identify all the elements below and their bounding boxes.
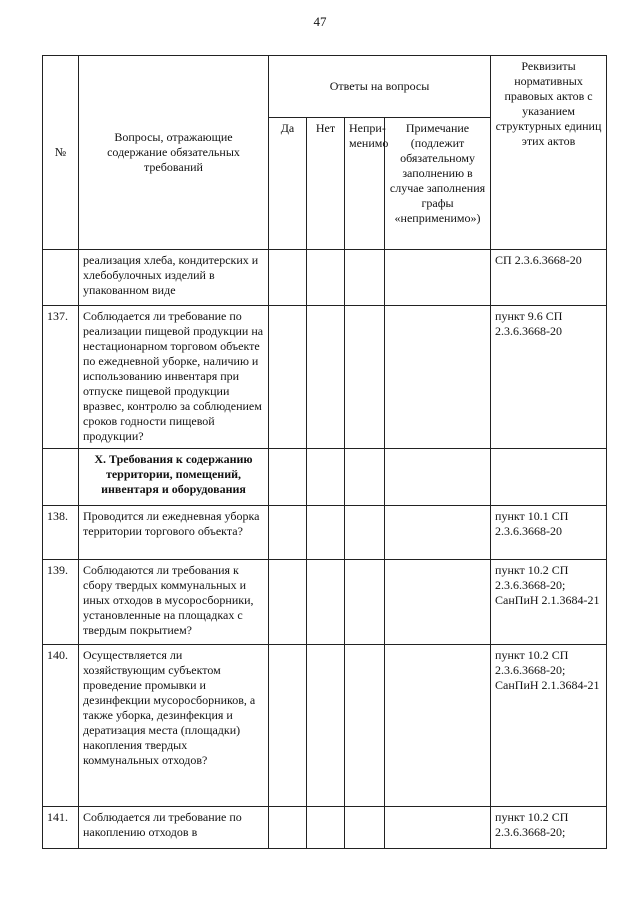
note-cell[interactable] bbox=[385, 306, 491, 449]
table-row bbox=[43, 560, 607, 645]
row-number: 139. bbox=[43, 560, 79, 645]
row-refs: пункт 10.1 СП 2.3.6.3668-20 bbox=[491, 506, 607, 560]
answer-no-cell[interactable] bbox=[307, 506, 345, 560]
answer-yes-cell[interactable] bbox=[269, 645, 307, 807]
row-question: Осуществляется ли хозяйствующим субъектом проведение промывки и дезинфекции мусоросборников, а также уборка, дезинфекция и дератизация места (площадки) накопления твердых коммунальных отходов? bbox=[79, 645, 269, 807]
row-refs: пункт 9.6 СП 2.3.6.3668-20 bbox=[491, 306, 607, 449]
header-row-top bbox=[43, 56, 607, 118]
section-row bbox=[43, 449, 607, 506]
row-question: Соблюдается ли требование по реализации пищевой продукции на нестационарном торговом объекте по ежедневной уборке, наличию и использованию инвентаря при отпуске пищевой продукции вразвес, контролю за соблюдением сроков годности пищевой продукции? bbox=[79, 306, 269, 449]
answer-no-cell[interactable] bbox=[307, 645, 345, 807]
answer-na-cell[interactable] bbox=[345, 449, 385, 506]
header-answers: Ответы на вопросы bbox=[269, 56, 491, 118]
header-not-applicable: Непри-менимо bbox=[345, 118, 385, 250]
row-question: Соблюдаются ли требования к сбору твердых коммунальных и иных отходов в мусоросборники, установленные на площадках с твердым покрытием? bbox=[79, 560, 269, 645]
table-row bbox=[43, 645, 607, 807]
answer-yes-cell[interactable] bbox=[269, 807, 307, 849]
header-refs: Реквизиты нормативных правовых актов с указанием структурных единиц этих актов bbox=[491, 56, 607, 250]
table-row bbox=[43, 250, 607, 306]
header-number: № bbox=[43, 56, 79, 250]
note-cell[interactable] bbox=[385, 807, 491, 849]
table-row bbox=[43, 807, 607, 849]
answer-na-cell[interactable] bbox=[345, 645, 385, 807]
answer-no-cell[interactable] bbox=[307, 560, 345, 645]
row-question: Проводится ли ежедневная уборка территории торгового объекта? bbox=[79, 506, 269, 560]
checklist-table bbox=[42, 55, 607, 849]
note-cell[interactable] bbox=[385, 560, 491, 645]
row-number: 141. bbox=[43, 807, 79, 849]
answer-no-cell[interactable] bbox=[307, 449, 345, 506]
note-cell[interactable] bbox=[385, 250, 491, 306]
page-number: 47 bbox=[313, 14, 327, 29]
row-refs: пункт 10.2 СП 2.3.6.3668-20; СанПиН 2.1.3684-21 bbox=[491, 560, 607, 645]
note-cell[interactable] bbox=[385, 449, 491, 506]
answer-na-cell[interactable] bbox=[345, 807, 385, 849]
note-cell[interactable] bbox=[385, 645, 491, 807]
answer-na-cell[interactable] bbox=[345, 306, 385, 449]
row-refs: СП 2.3.6.3668-20 bbox=[491, 250, 607, 306]
header-yes: Да bbox=[269, 118, 307, 250]
row-refs: пункт 10.2 СП 2.3.6.3668-20; СанПиН 2.1.3684-21 bbox=[491, 645, 607, 807]
note-cell[interactable] bbox=[385, 506, 491, 560]
answer-no-cell[interactable] bbox=[307, 306, 345, 449]
header-no: Нет bbox=[307, 118, 345, 250]
header-question: Вопросы, отражающие содержание обязательных требований bbox=[79, 56, 269, 250]
answer-yes-cell[interactable] bbox=[269, 560, 307, 645]
answer-yes-cell[interactable] bbox=[269, 506, 307, 560]
answer-yes-cell[interactable] bbox=[269, 250, 307, 306]
answer-na-cell[interactable] bbox=[345, 250, 385, 306]
row-refs: пункт 10.2 СП 2.3.6.3668-20; bbox=[491, 807, 607, 849]
answer-yes-cell[interactable] bbox=[269, 306, 307, 449]
header-note: Примечание (подлежит обязательному заполнению в случае заполнения графы «неприменимо») bbox=[385, 118, 491, 250]
answer-na-cell[interactable] bbox=[345, 560, 385, 645]
section-title: X. Требования к содержанию территории, помещений, инвентаря и оборудования bbox=[79, 449, 269, 506]
row-number bbox=[43, 449, 79, 506]
row-refs bbox=[491, 449, 607, 506]
table-row bbox=[43, 506, 607, 560]
row-number bbox=[43, 250, 79, 306]
row-number: 138. bbox=[43, 506, 79, 560]
row-question: реализация хлеба, кондитерских и хлебобулочных изделий в упакованном виде bbox=[79, 250, 269, 306]
answer-no-cell[interactable] bbox=[307, 807, 345, 849]
row-number: 137. bbox=[43, 306, 79, 449]
row-number: 140. bbox=[43, 645, 79, 807]
table-row bbox=[43, 306, 607, 449]
answer-na-cell[interactable] bbox=[345, 506, 385, 560]
answer-yes-cell[interactable] bbox=[269, 449, 307, 506]
row-question: Соблюдается ли требование по накоплению отходов в bbox=[79, 807, 269, 849]
answer-no-cell[interactable] bbox=[307, 250, 345, 306]
